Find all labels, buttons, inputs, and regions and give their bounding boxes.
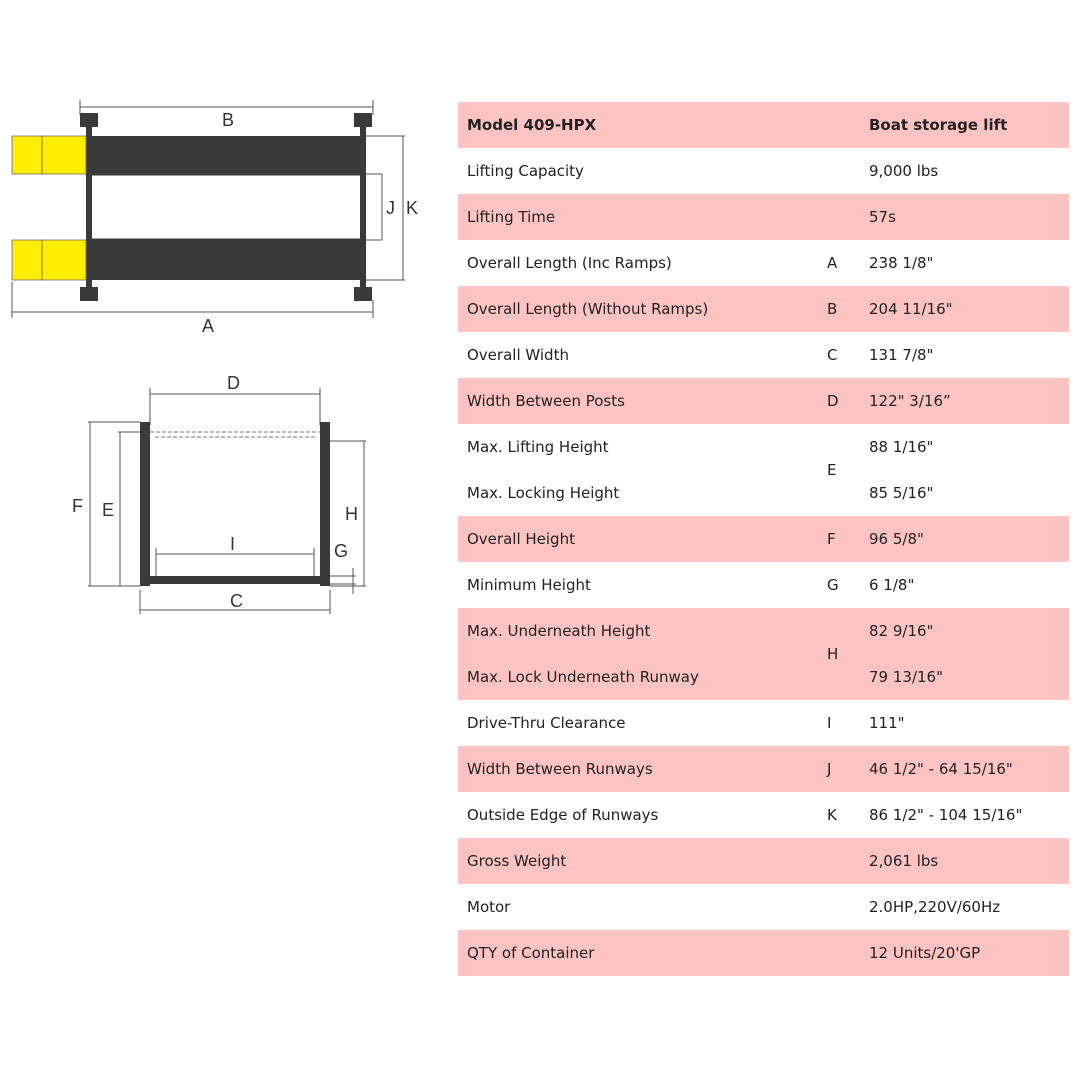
ramp-bottom-right — [42, 240, 86, 280]
table-row: Overall Height F 96 5/8" — [458, 516, 1069, 562]
table-row: Width Between Runways J 46 1/2" - 64 15/16" — [458, 746, 1069, 792]
table-row: Overall Length (Inc Ramps) A 238 1/8" — [467, 254, 934, 272]
table-row: Overall Width C 131 7/8" — [467, 346, 934, 364]
table-row: Drive-Thru Clearance I 111" — [467, 714, 905, 732]
label-i: I — [230, 534, 236, 554]
model-name: Model 409-HPX — [458, 102, 827, 148]
label-e: E — [102, 500, 115, 520]
ramp-top-right — [42, 136, 86, 174]
label-f: F — [72, 496, 83, 516]
spec-table — [458, 102, 1069, 976]
label-j: J — [386, 198, 395, 218]
top-view-diagram — [12, 100, 418, 336]
runway-top — [90, 136, 362, 174]
table-row: Overall Length (Without Ramps) B 204 11/16" — [458, 286, 1069, 332]
label-k: K — [406, 198, 419, 218]
table-header-row — [458, 102, 1069, 148]
table-row: Outside Edge of Runways K 86 1/2" - 104 15/16" — [467, 806, 1023, 824]
table-row-h: Max. Underneath Height Max. Lock Underneath Runway H 82 9/16" 79 13/16" — [458, 608, 1069, 700]
label-a: A — [202, 316, 215, 336]
table-row: QTY of Container 12 Units/20'GP — [458, 930, 1069, 976]
ramp-bottom-left — [12, 240, 42, 280]
table-row: Motor 2.0HP,220V/60Hz — [467, 898, 1001, 916]
lift-diagrams — [0, 0, 440, 640]
lift-type: Boat storage lift — [867, 102, 1069, 148]
table-row-e: Max. Lifting Height Max. Locking Height E 88 1/16" 85 5/16" — [467, 438, 934, 502]
runway-bottom — [90, 240, 362, 280]
label-c: C — [230, 591, 243, 611]
front-view-diagram — [72, 373, 366, 614]
ramp-top-left — [12, 136, 42, 174]
table-row: Lifting Time 57s — [458, 194, 1069, 240]
table-row: Width Between Posts D 122" 3/16” — [458, 378, 1069, 424]
label-b: B — [222, 110, 235, 130]
table-row: Gross Weight 2,061 lbs — [458, 838, 1069, 884]
label-d: D — [227, 373, 240, 393]
label-h: H — [345, 504, 358, 524]
table-row: Lifting Capacity 9,000 lbs — [467, 162, 939, 180]
label-g: G — [334, 541, 349, 561]
table-row: Minimum Height G 6 1/8" — [467, 576, 915, 594]
